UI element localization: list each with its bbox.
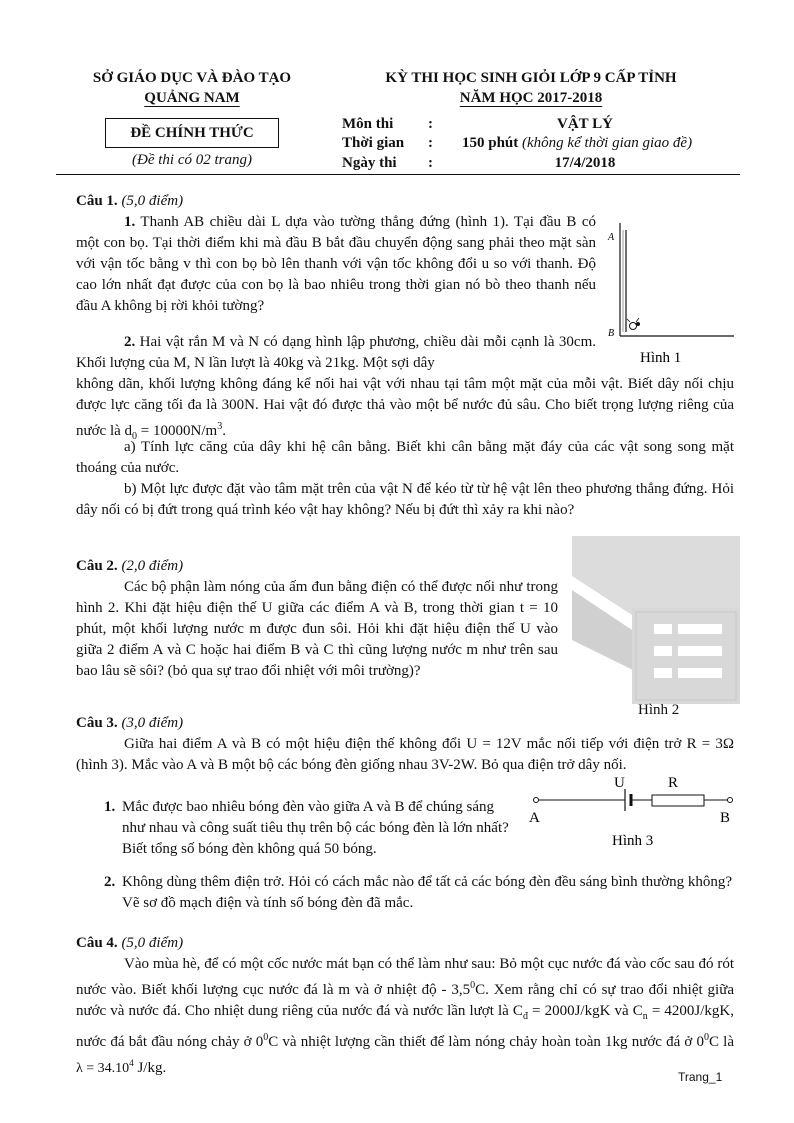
q3-item-1 — [104, 797, 514, 860]
figure-3-resistor — [652, 795, 704, 806]
header-rule — [56, 174, 740, 175]
q3-item-2 — [104, 872, 734, 914]
q1-part2-text-a: Hai vật rắn M và N có dạng hình lập phương, chiều dài mỗi cạnh là 30cm. Khối lượng của M, N lần lượt là 40kg và 21kg. Một sợi dây — [76, 334, 596, 371]
q4-deg-1: 0 — [470, 980, 476, 991]
figure-3-label-u: U — [614, 775, 625, 791]
subject-key: Môn thi — [342, 116, 394, 132]
q2-points: (2,0 điểm) — [121, 558, 184, 574]
q4-text — [76, 954, 734, 1079]
q1-part2-tail: = 10000N/m — [137, 423, 218, 439]
q4-text-b: C. Xem rằng chỉ có sự trao đổi nhiệt giữa nước và nước đá. Cho nhiệt dung riêng của nước đá và nước lần lượt là C — [76, 982, 734, 1019]
figure-1 — [600, 218, 740, 368]
figure-1-bug-icon — [627, 318, 640, 330]
q4-deg-3: 0 — [704, 1032, 709, 1043]
q3-item-2-num: 2. — [104, 874, 116, 890]
q1-part2-intro — [76, 332, 596, 374]
q1-heading — [76, 191, 734, 212]
time-key: Thời gian — [342, 135, 405, 151]
q3-item-2-text: Không dùng thêm điện trở. Hỏi có cách mắc nào để tất cả các bóng đèn đều sáng bình thường không? Vẽ sơ đồ mạch điện và tính số bóng đèn đã mắc. — [122, 874, 733, 911]
figure-2-placeholder — [572, 536, 740, 722]
figure-1-caption: Hình 1 — [640, 350, 682, 366]
department-name — [62, 68, 322, 108]
q1-part2-text-b: không dãn, khối lượng không đáng kể nối hai vật với nhau tại tâm một mặt của mỗi vật. Biết dây nối chịu được lực căng tối đa là 300N. Hai vật đó được thả vào một bể nước đủ sâu. Cho biết trọng lượng riêng của nước là d — [76, 376, 734, 439]
q4-text-a: Vào mùa hè, để có một cốc nước mát bạn có thể làm như sau: Bỏ một cục nước đá vào cốc sau đó rót nước vào. Biết khối lượng cục nước đá là m và ở nhiệt độ - 3,5 — [76, 956, 734, 998]
q4-text-f: C là — [709, 1034, 734, 1050]
figure-3-terminal-b — [728, 798, 733, 803]
q4-points: (5,0 điểm) — [121, 935, 184, 951]
exam-title — [335, 68, 727, 108]
official-box — [105, 118, 279, 148]
department-line2: QUẢNG NAM — [144, 90, 240, 106]
figure-3-caption: Hình 3 — [612, 833, 654, 849]
page-number: Trang_1 — [678, 1070, 723, 1084]
q4-sub-d: đ — [522, 1011, 528, 1022]
q4-lambda-sup: 4 — [129, 1058, 134, 1068]
q4-title: Câu 4. — [76, 935, 118, 951]
exam-title-line2: NĂM HỌC 2017-2018 — [459, 90, 603, 106]
figure-3-label-r: R — [668, 775, 679, 791]
q4-sub-n: n — [642, 1011, 648, 1022]
q1-m3-sup: 3 — [217, 421, 223, 432]
q4-deg-2: 0 — [263, 1032, 269, 1043]
q3-intro: Giữa hai điểm A và B có một hiệu điện thế không đổi U = 12V mắc nối tiếp với điện trở R = 3Ω (hình 3). Mắc vào A và B một bộ các bóng đèn giống nhau 3V-2W. Bỏ qua điện trở dây nối. — [76, 736, 734, 773]
q1-part1-num: 1. — [124, 214, 136, 230]
q1-points: (5,0 điểm) — [121, 193, 184, 209]
figure-3 — [522, 770, 742, 852]
figure-1-label-b: B — [608, 328, 615, 339]
colon-1: : — [428, 116, 433, 132]
department-line1: SỞ GIÁO DỤC VÀ ĐÀO TẠO — [92, 70, 292, 86]
figure-3-terminal-a — [534, 798, 539, 803]
colon-3: : — [428, 155, 433, 171]
time-value — [462, 135, 742, 152]
date-value: 17/4/2018 — [554, 155, 616, 171]
q1-part2-a: a) Tính lực căng của dây khi hệ cân bằng. Biết khi cân bằng mặt đáy của các vật song song mặt thoáng của nước. — [76, 439, 734, 476]
q4-text-d: = 4200J/kgK, nước đá bắt đầu nóng chảy ở 0 — [76, 1003, 735, 1050]
q1-part1 — [76, 212, 596, 317]
q4-heading — [76, 933, 734, 954]
q4-unit: J/kg. — [133, 1060, 167, 1076]
q1-part2-end: . — [222, 423, 226, 439]
q4-text-e: C và nhiệt lượng cần thiết để làm nóng chảy hoàn toàn 1kg nước đá ở 0 — [268, 1034, 704, 1050]
figure-1-label-a: A — [608, 232, 615, 243]
official-label: ĐỀ CHÍNH THỨC — [130, 125, 254, 141]
q3-points: (3,0 điểm) — [121, 715, 184, 731]
q4-text-c: = 2000J/kgK và C — [527, 1003, 643, 1019]
date-key: Ngày thi — [342, 155, 397, 171]
time-value-note: (không kể thời gian giao đề) — [522, 135, 693, 151]
q2-title: Câu 2. — [76, 558, 118, 574]
q3-item-1-num: 1. — [104, 799, 116, 815]
q1-part2-b: b) Một lực được đặt vào tâm mặt trên của vật N để kéo từ từ hệ vật lên theo phương thẳng đứng. Hỏi dây nối có bị đứt trong quá trình kéo vật hay không? Nếu bị đứt thì xảy ra khi nào? — [76, 481, 734, 518]
figure-2-caption: Hình 2 — [638, 702, 680, 718]
q1-title: Câu 1. — [76, 193, 118, 209]
q3-title: Câu 3. — [76, 715, 118, 731]
q1-part1-text: Thanh AB chiều dài L dựa vào tường thẳng đứng (hình 1). Tại đầu B có một con bọ. Tại thời điểm khi mà đầu B bắt đầu chuyển động sang phải theo mặt sàn với vận tốc bằng v thì con bọ bò lên thanh với vận tốc không đổi u so với thanh. Độ cao lớn nhất đạt được của con bọ là bao nhiêu trong thời gian nó bò theo thanh nếu đầu A không bị rời khỏi tường? — [76, 214, 596, 314]
q4-lambda: λ = 34.10 — [76, 1061, 130, 1076]
pages-note: (Đề thi có 02 trang) — [132, 152, 252, 168]
figure-3-label-a: A — [529, 810, 540, 826]
q3-heading — [76, 713, 734, 734]
q1-part2-num: 2. — [124, 334, 136, 350]
colon-2: : — [428, 135, 433, 151]
q2-text: Các bộ phận làm nóng của ấm đun bằng điện có thể được nối như trong hình 2. Khi đặt hiệu điện thế U giữa các điểm A và B, trong thời gian t = 10 phút, một khối lượng nước m được đun sôi. Hỏi khi đặt hiệu điện thế U vào giữa 2 điểm A và C hoặc hai điểm B và C thì cũng lượng nước m như trên sau bao lâu sẽ sôi? (bỏ qua sự trao đổi nhiệt với môi trường)? — [76, 579, 558, 679]
q3-item-1-text: Mắc được bao nhiêu bóng đèn vào giữa A và B để chúng sáng như nhau và công suất tiêu thụ trên bộ các bóng đèn là lớn nhất? Biết tổng số bóng đèn không quá 50 bóng. — [122, 799, 509, 857]
time-value-bold: 150 phút — [462, 135, 519, 151]
figure-3-label-b: B — [720, 810, 731, 826]
subject-value: VẬT LÝ — [557, 116, 613, 132]
q1-d0-sub: 0 — [132, 431, 138, 442]
exam-title-line1: KỲ THI HỌC SINH GIỎI LỚP 9 CẤP TỈNH — [385, 70, 677, 86]
